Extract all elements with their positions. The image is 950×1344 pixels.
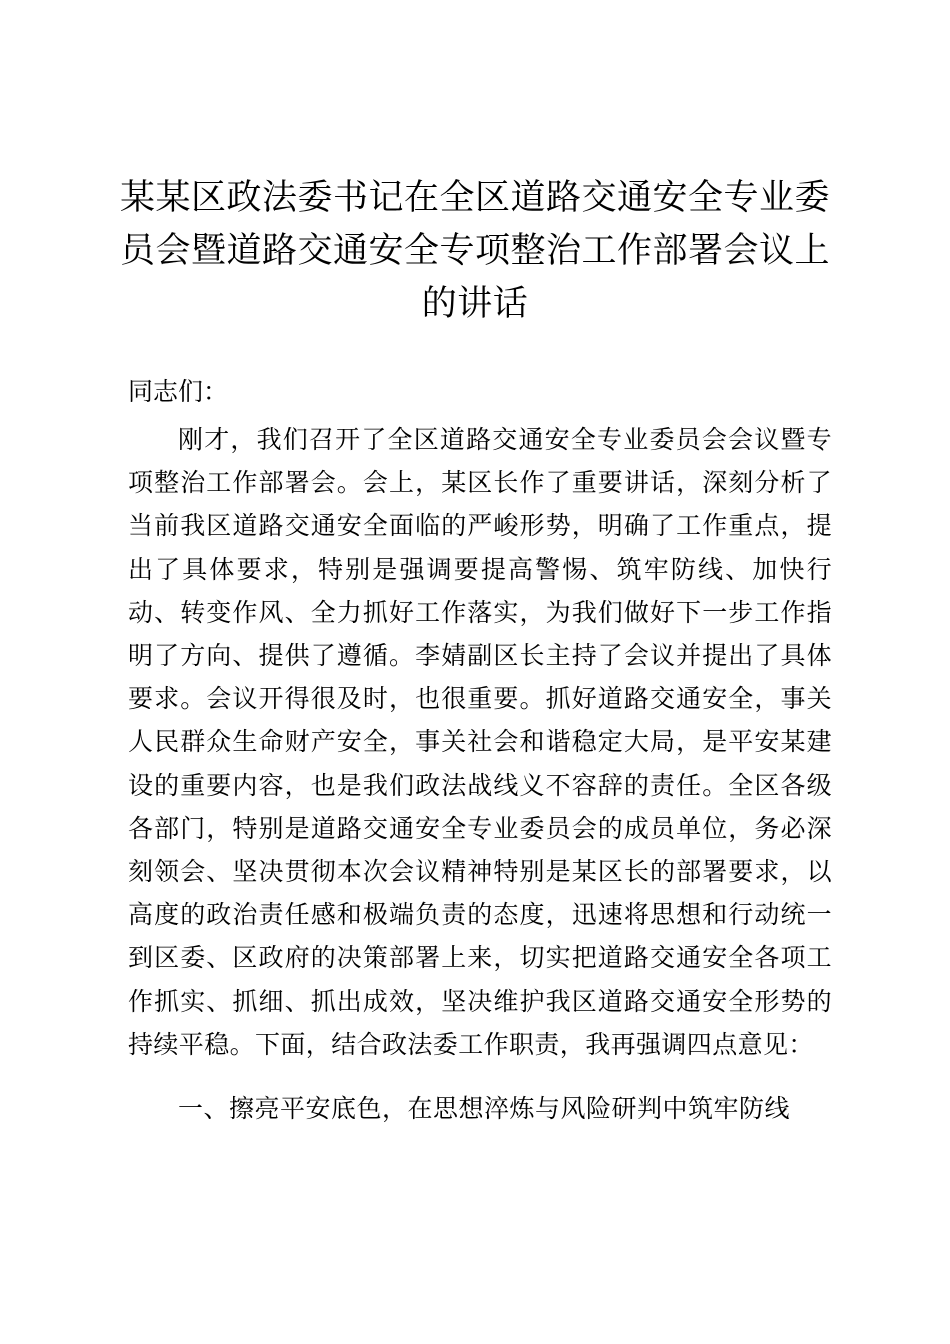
salutation: 同志们： xyxy=(128,377,229,406)
section-heading: 一、擦亮平安底色，在思想淬炼与风险研判中筑牢防线 xyxy=(178,1094,791,1123)
document-title: 某某区政法委书记在全区道路交通安全专业委员会暨道路交通安全专项整治工作部署会议上的讲话 xyxy=(119,178,830,324)
body-paragraph: 刚才，我们召开了全区道路交通安全专业委员会会议暨专项整治工作部署会。会上，某区长作了重要讲话，深刻分析了当前我区道路交通安全面临的严峻形势，明确了工作重点，提出了具体要求，特别是强调要提高警惕、筑牢防线、加快行动、转变作风、全力抓好工作落实，为我们做好下一步工作指明了方向、提供了遵循。李婧副区长主持了会议并提出了具体要求。会议开得很及时，也很重要。抓好道路交通安全，事关人民群众生命财产安全，事关社会和谐稳定大局，是平安某建设的重要内容，也是我们政法战线义不容辞的责任。全区各级各部门，特别是道路交通安全专业委员会的成员单位，务必深刻领会、坚决贯彻本次会议精神特别是某区长的部署要求，以高度的政治责任感和极端负责的态度，迅速将思想和行动统一到区委、区政府的决策部署上来，切实把道路交通安全各项工作抓实、抓细、抓出成效，坚决维护我区道路交通安全形势的持续平稳。下面，结合政法委工作职责，我再强调四点意见： xyxy=(128,425,832,1059)
